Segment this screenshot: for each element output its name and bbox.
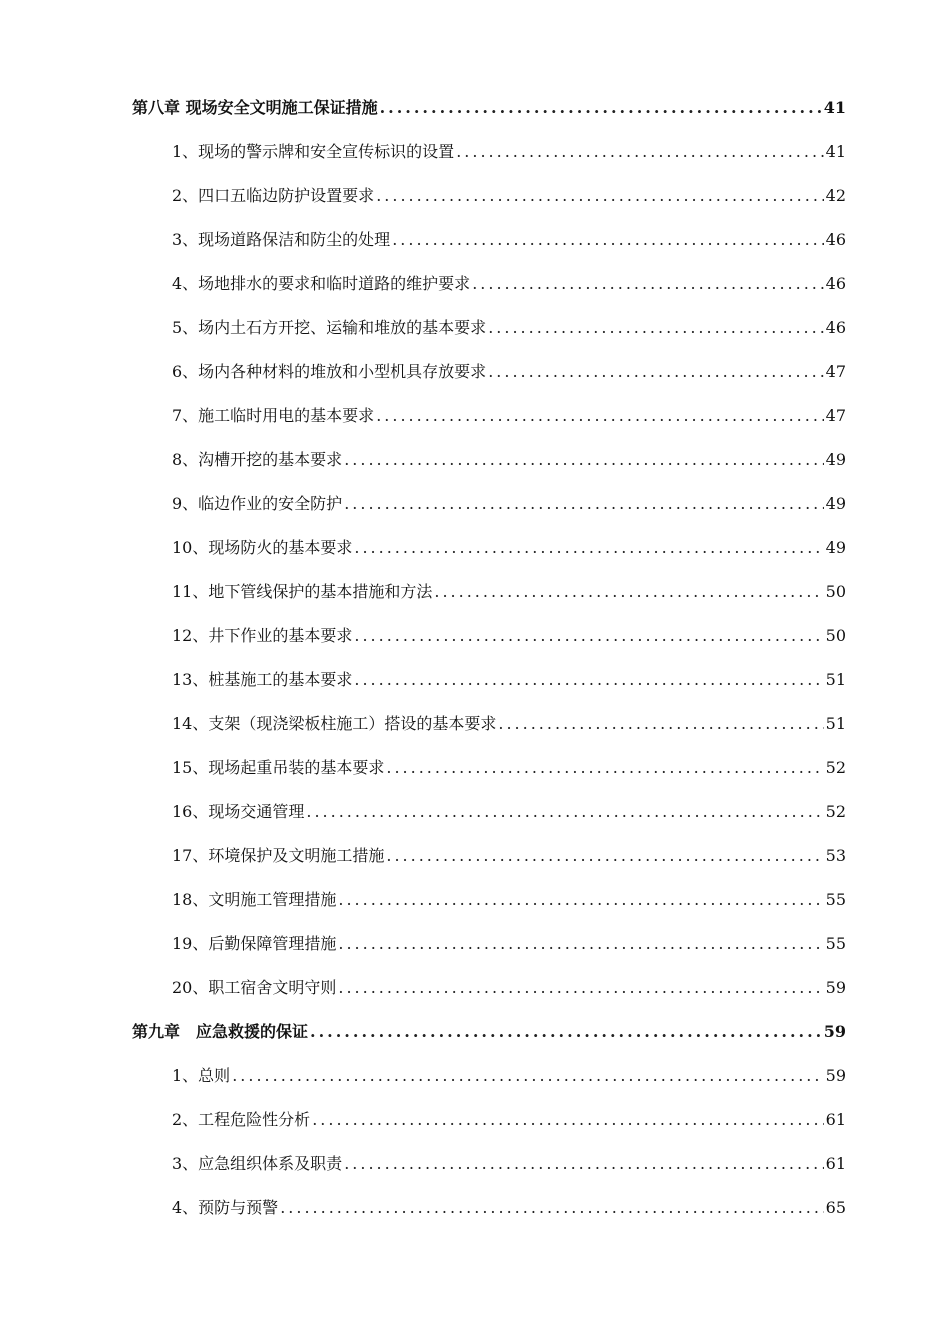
toc-entry-title: 3、应急组织体系及职责 — [172, 1154, 343, 1173]
toc-dot-leader — [354, 623, 823, 649]
toc-page-number: 46 — [825, 318, 846, 337]
toc-page-number: 61 — [825, 1110, 846, 1129]
toc-entry-title: 第九章 应急救援的保证 — [132, 1022, 309, 1041]
toc-entry[interactable] — [172, 227, 846, 253]
toc-dot-leader — [380, 95, 822, 121]
toc-entry[interactable] — [172, 843, 846, 869]
toc-page-number: 46 — [825, 230, 846, 249]
toc-entry[interactable] — [172, 887, 846, 913]
toc-entry[interactable] — [172, 1195, 846, 1221]
toc-dot-leader — [280, 1195, 823, 1221]
toc-entry-title: 5、场内土石方开挖、运输和堆放的基本要求 — [172, 318, 487, 337]
toc-entry-title: 第八章 现场安全文明施工保证措施 — [132, 98, 378, 117]
toc-entry[interactable] — [172, 315, 846, 341]
toc-entry[interactable] — [172, 447, 846, 473]
toc-entry[interactable] — [172, 755, 846, 781]
toc-page-number: 53 — [825, 846, 846, 865]
toc-entry-title: 12、井下作业的基本要求 — [172, 626, 353, 645]
toc-dot-leader — [434, 579, 823, 605]
toc-dot-leader — [338, 931, 823, 957]
toc-page-number: 65 — [825, 1198, 846, 1217]
toc-page-number: 59 — [825, 978, 846, 997]
toc-entry-title: 2、工程危险性分析 — [172, 1110, 311, 1129]
toc-chapter-8[interactable] — [132, 95, 846, 121]
toc-entry[interactable] — [172, 623, 846, 649]
toc-entry-title: 13、桩基施工的基本要求 — [172, 670, 353, 689]
toc-page-number: 59 — [825, 1066, 846, 1085]
toc-entry[interactable] — [172, 183, 846, 209]
toc-dot-leader — [338, 887, 823, 913]
toc-entry[interactable] — [172, 403, 846, 429]
toc-dot-leader — [488, 359, 823, 385]
toc-entry-title: 15、现场起重吊装的基本要求 — [172, 758, 385, 777]
toc-entry[interactable] — [172, 359, 846, 385]
toc-dot-leader — [386, 843, 823, 869]
toc-entry[interactable] — [172, 139, 846, 165]
toc-page-number: 51 — [825, 714, 846, 733]
toc-entry[interactable] — [172, 491, 846, 517]
toc-entry-title: 4、预防与预警 — [172, 1198, 279, 1217]
toc-dot-leader — [344, 1151, 823, 1177]
toc-page-number: 47 — [825, 406, 846, 425]
toc-page-number: 51 — [825, 670, 846, 689]
toc-dot-leader — [344, 491, 823, 517]
toc-entry-title: 10、现场防火的基本要求 — [172, 538, 353, 557]
toc-page-number: 49 — [825, 494, 846, 513]
toc-chapter-9[interactable] — [132, 1019, 846, 1045]
toc-dot-leader — [456, 139, 823, 165]
toc-entry[interactable] — [172, 1063, 846, 1089]
toc-dot-leader — [310, 1019, 822, 1045]
toc-entry-title: 20、职工宿舍文明守则 — [172, 978, 337, 997]
toc-dot-leader — [376, 403, 823, 429]
toc-dot-leader — [498, 711, 823, 737]
toc-page-number: 41 — [823, 98, 846, 117]
toc-dot-leader — [338, 975, 823, 1001]
toc-page-number: 52 — [825, 802, 846, 821]
toc-dot-leader — [344, 447, 823, 473]
toc-entry-title: 6、场内各种材料的堆放和小型机具存放要求 — [172, 362, 487, 381]
toc-entry[interactable] — [172, 711, 846, 737]
toc-page-number: 47 — [825, 362, 846, 381]
toc-entry-title: 3、现场道路保洁和防尘的处理 — [172, 230, 391, 249]
toc-dot-leader — [488, 315, 823, 341]
toc-entry-title: 14、支架（现浇梁板柱施工）搭设的基本要求 — [172, 714, 497, 733]
toc-page-number: 61 — [825, 1154, 846, 1173]
toc-entry[interactable] — [172, 535, 846, 561]
toc-entry[interactable] — [172, 1151, 846, 1177]
toc-dot-leader — [392, 227, 823, 253]
toc-entry[interactable] — [172, 1107, 846, 1133]
toc-page-number: 42 — [825, 186, 846, 205]
toc-entry[interactable] — [172, 667, 846, 693]
toc-dot-leader — [354, 667, 823, 693]
toc-dot-leader — [376, 183, 823, 209]
toc-entry-title: 8、沟槽开挖的基本要求 — [172, 450, 343, 469]
toc-entry-title: 2、四口五临边防护设置要求 — [172, 186, 375, 205]
toc-page-number: 50 — [825, 626, 846, 645]
toc-entry[interactable] — [172, 271, 846, 297]
toc-dot-leader — [232, 1063, 823, 1089]
toc-page-number: 55 — [825, 890, 846, 909]
toc-entry[interactable] — [172, 579, 846, 605]
toc-page-number: 52 — [825, 758, 846, 777]
toc-page-number: 50 — [825, 582, 846, 601]
toc-page-number: 46 — [825, 274, 846, 293]
toc-entry-title: 17、环境保护及文明施工措施 — [172, 846, 385, 865]
toc-page-number: 49 — [825, 450, 846, 469]
toc-entry[interactable] — [172, 931, 846, 957]
toc-dot-leader — [386, 755, 823, 781]
toc-entry[interactable] — [172, 799, 846, 825]
toc-entry-title: 18、文明施工管理措施 — [172, 890, 337, 909]
toc-entry-title: 4、场地排水的要求和临时道路的维护要求 — [172, 274, 471, 293]
toc-page-number: 41 — [825, 142, 846, 161]
toc-dot-leader — [306, 799, 823, 825]
toc-entry-title: 1、现场的警示牌和安全宣传标识的设置 — [172, 142, 455, 161]
toc-page-number: 55 — [825, 934, 846, 953]
toc-dot-leader — [472, 271, 823, 297]
toc-entry-title: 7、施工临时用电的基本要求 — [172, 406, 375, 425]
toc-entry-title: 11、地下管线保护的基本措施和方法 — [172, 582, 433, 601]
toc-page-number: 59 — [823, 1022, 846, 1041]
toc-entry-title: 1、总则 — [172, 1066, 231, 1085]
toc-page-number: 49 — [825, 538, 846, 557]
toc-entry-title: 9、临边作业的安全防护 — [172, 494, 343, 513]
toc-entry-title: 16、现场交通管理 — [172, 802, 305, 821]
toc-entry-title: 19、后勤保障管理措施 — [172, 934, 337, 953]
toc-entry[interactable] — [172, 975, 846, 1001]
toc-dot-leader — [312, 1107, 823, 1133]
toc-dot-leader — [354, 535, 823, 561]
